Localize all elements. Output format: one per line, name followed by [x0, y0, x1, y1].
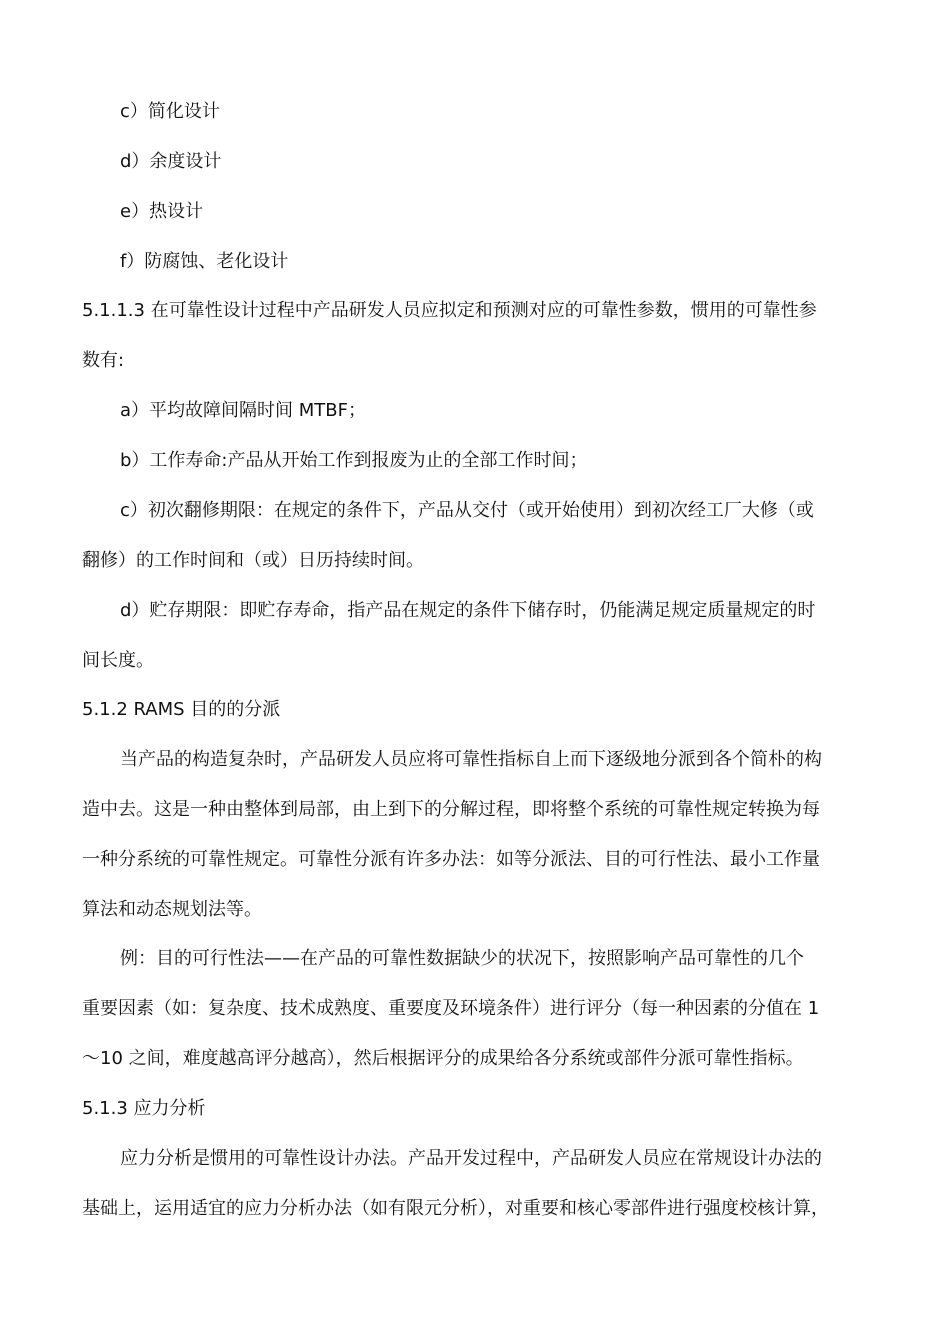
list-item-d: d）余度设计: [120, 151, 222, 172]
section-5-1-1-3-text: 5.1.1.3 在可靠性设计过程中产品研发人员应拟定和预测对应的可靠性参数，惯用的可靠性参: [82, 300, 817, 321]
paragraph-example-3: ～10 之间，难度越高评分越高），然后根据评分的成果给各分系统或部件分派可靠性指标。: [82, 1048, 804, 1069]
list-item-c: c）简化设计: [120, 101, 220, 122]
paragraph-example-2: 重要因素（如：复杂度、技术成熟度、重要度及环境条件）进行评分（每一种因素的分值在 1: [82, 998, 820, 1019]
section-heading-5-1-2: 5.1.2 RAMS 目的的分派: [82, 699, 281, 720]
paragraph-allocation-3: 一种分系统的可靠性规定。可靠性分派有许多办法：如等分派法、目的可行性法、最小工作量: [82, 849, 820, 870]
section-heading-5-1-3: 5.1.3 应力分析: [82, 1098, 206, 1119]
list-item-e: e）热设计: [120, 201, 204, 222]
paragraph-example-1: 例：目的可行性法——在产品的可靠性数据缺少的状况下，按照影响产品可靠性的几个: [120, 948, 804, 969]
paragraph-stress-1: 应力分析是惯用的可靠性设计办法。产品开发过程中，产品研发人员应在常规设计办法的: [120, 1148, 822, 1169]
param-item-c-cont: 翻修）的工作时间和（或）日历持续时间。: [82, 550, 424, 571]
list-item-f: f）防腐蚀、老化设计: [120, 251, 289, 272]
paragraph-allocation-4: 算法和动态规划法等。: [82, 899, 262, 920]
param-item-d-cont: 间长度。: [82, 650, 154, 671]
param-item-c: c）初次翻修期限：在规定的条件下，产品从交付（或开始使用）到初次经工厂大修（或: [120, 500, 814, 521]
param-item-d: d）贮存期限：即贮存寿命，指产品在规定的条件下储存时，仍能满足规定质量规定的时: [120, 600, 816, 621]
paragraph-stress-2: 基础上，运用适宜的应力分析办法（如有限元分析），对重要和核心零部件进行强度校核计算，: [82, 1198, 829, 1219]
paragraph-allocation-2: 造中去。这是一种由整体到局部，由上到下的分解过程，即将整个系统的可靠性规定转换为每: [82, 799, 820, 820]
section-5-1-1-3-text-cont: 数有:: [82, 350, 125, 371]
param-item-b: b）工作寿命:产品从开始工作到报废为止的全部工作时间；: [120, 450, 588, 471]
param-item-a: a）平均故障间隔时间 MTBF；: [120, 400, 366, 421]
paragraph-allocation-1: 当产品的构造复杂时，产品研发人员应将可靠性指标自上而下逐级地分派到各个简朴的构: [120, 749, 822, 770]
